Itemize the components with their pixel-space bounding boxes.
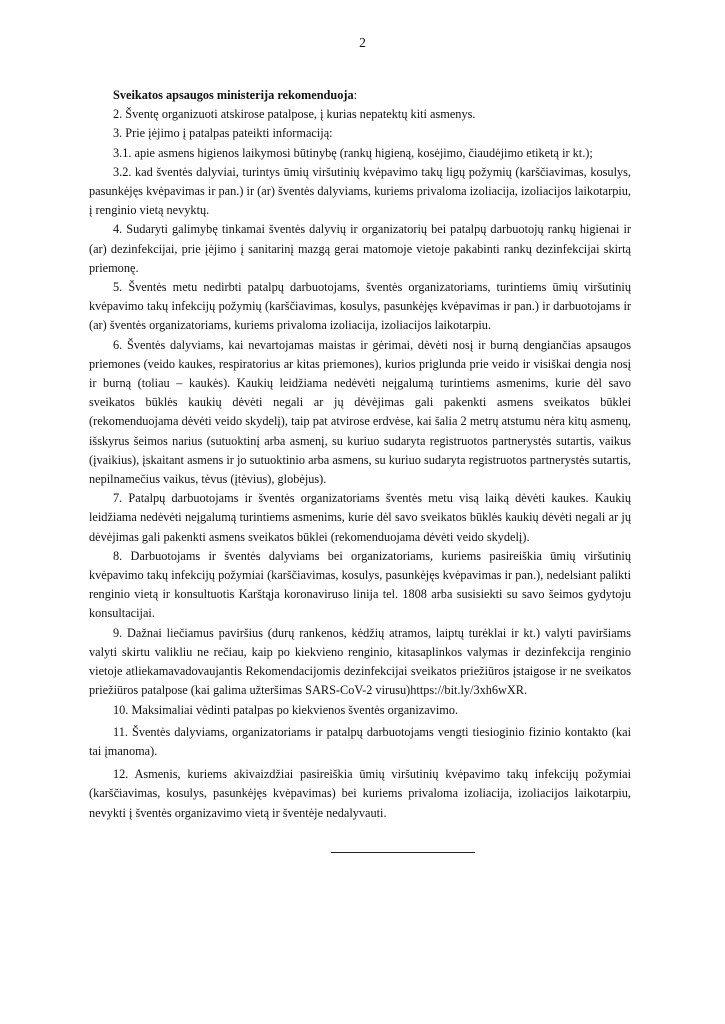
paragraph-item-9: 9. Dažnai liečiamus paviršius (durų rankenos, kėdžių atramos, laiptų turėklai ir kt.) valyti paviršiams valyti skirtu valikliu ne rečiau, kaip po kiekvieno renginio, kitasaplinkos valymas ir dezinfekcija renginio vietoje atliekamavadovaujantis Rekomendacijomis dezinfekcijai sveikatos priežiūros įstaigose ir ne sveikatos priežiūros patalpose (kai galima užteršimas SARS-CoV-2 virusu)https://bit.ly/3xh6wXR. (89, 625, 631, 698)
paragraph-item-3: 3. Prie įėjimo į patalpas pateikti informaciją: (113, 126, 333, 141)
page-number: 2 (359, 35, 366, 50)
paragraph-item-5: 5. Šventės metu nedirbti patalpų darbuotojams, šventės organizatoriams, turintiems ūmių viršutinių kvėpavimo takų infekcijų požymių (karščiavimas, kosulys, pasunkėjęs kvėpavimas ir pan.) ir darbuotojams ir (ar) šventės organizatoriams, kuriems privaloma izoliacija, izoliacijos laikotarpiu. (89, 280, 631, 333)
paragraph-item-10: 10. Maksimaliai vėdinti patalpas po kiekvienos šventės organizavimo. (113, 702, 459, 717)
section-heading (89, 86, 631, 105)
paragraph-item-2: 2. Šventę organizuoti atskirose patalpose, į kurias nepatektų kiti asmenys. (113, 107, 476, 122)
paragraph-item-3-2: 3.2. kad šventės dalyviai, turintys ūmių viršutinių kvėpavimo takų ligų požymių (karščiavimas, kosulys, pasunkėjęs kvėpavimas ir pan.) ir (ar) šventės dalyviams, kuriems privaloma izoliacija, izoliacijos laikotarpiu, į renginio vietą nevyktų. (89, 164, 631, 218)
heading-text: Sveikatos apsaugos ministerija rekomenduoja (113, 88, 354, 102)
paragraph-item-3-1: 3.1. apie asmens higienos laikymosi būtinybę (rankų higieną, kosėjimo, čiaudėjimo etiketą ir kt.); (113, 145, 593, 160)
paragraph-item-7: 7. Patalpų darbuotojams ir šventės organizatoriams šventės metu visą laiką dėvėti kaukes. Kaukių leidžiama nedėvėti neįgalumą turintiems asmenims, kurie dėl savo sveikatos būklės kaukių dėvėti negali ar jų dėvėjimas gali pakenkti asmens sveikatos būklei (rekomenduojama dėvėti veido skydelį). (89, 491, 631, 544)
heading-colon: : (353, 88, 358, 102)
paragraph-item-12: 12. Asmenis, kuriems akivaizdžiai pasireiškia ūmių viršutinių kvėpavimo takų infekcijų požymiai (karščiavimas, kosulys, pasunkėjęs kvėpavimas) bei kuriems privaloma izoliacija, izoliacijos laikotarpiu, nevykti į šventės organizavimo vietą ir šventėje nedalyvauti. (89, 767, 631, 820)
paragraph-item-11: 11. Šventės dalyviams, organizatoriams ir patalpų darbuotojams vengti tiesioginio fizinio kontakto (kai tai įmanoma). (89, 724, 631, 758)
paragraph-item-4: 4. Sudaryti galimybę tinkamai šventės dalyvių ir organizatorių bei patalpų darbuotojų rankų higienai ir (ar) dezinfekcijai, prie įėjimo į sanitarinį mazgą gerai matomoje vietoje pakabinti rankų dezinfekcijai skirtą priemonę. (89, 222, 631, 275)
document-body (89, 86, 631, 823)
paragraph-item-8: 8. Darbuotojams ir šventės dalyviams bei organizatoriams, kuriems pasireiškia ūmių viršutinių kvėpavimo takų infekcijų požymiai (karščiavimas, kosulys, pasunkėjęs kvėpavimas ir pan.), nedelsiant palikti renginio vietą ir konsultuotis Karštąja koronaviruso linija tel. 1808 arba susisiekti su savo šeimos gydytoju konsultacijai. (89, 548, 631, 621)
end-divider-line (331, 852, 475, 853)
paragraph-item-6: 6. Šventės dalyviams, kai nevartojamas maistas ir gėrimai, dėvėti nosį ir burną dengiančias apsaugos priemones (veido kaukes, respiratorius ar kitas priemones), kurios priglunda prie veido ir visiškai dengia nosį ir burną (toliau – kaukės). Kaukių leidžiama nedėvėti neįgalumą turintiems asmenims, kurie dėl savo sveikatos būklės kaukių dėvėti negali ar jų dėvėjimas gali pakenkti asmens sveikatos būklei (rekomenduojama dėvėti veido skydelį), taip pat atvirose erdvėse, kai šalia 2 metrų atstumu nėra kitų asmenų, išskyrus šeimos narius (sutuoktinį arba asmenį, su kuriuo sudaryta registruotos partnerystės sutartis, vaikus (įvaikius), įskaitant asmens ir jo sutuoktinio arba asmens, su kuriuo sudaryta registruotos partnerystės sutartis, nepilnamečius vaikus, tėvus (įtėvius), globėjus). (89, 337, 631, 487)
